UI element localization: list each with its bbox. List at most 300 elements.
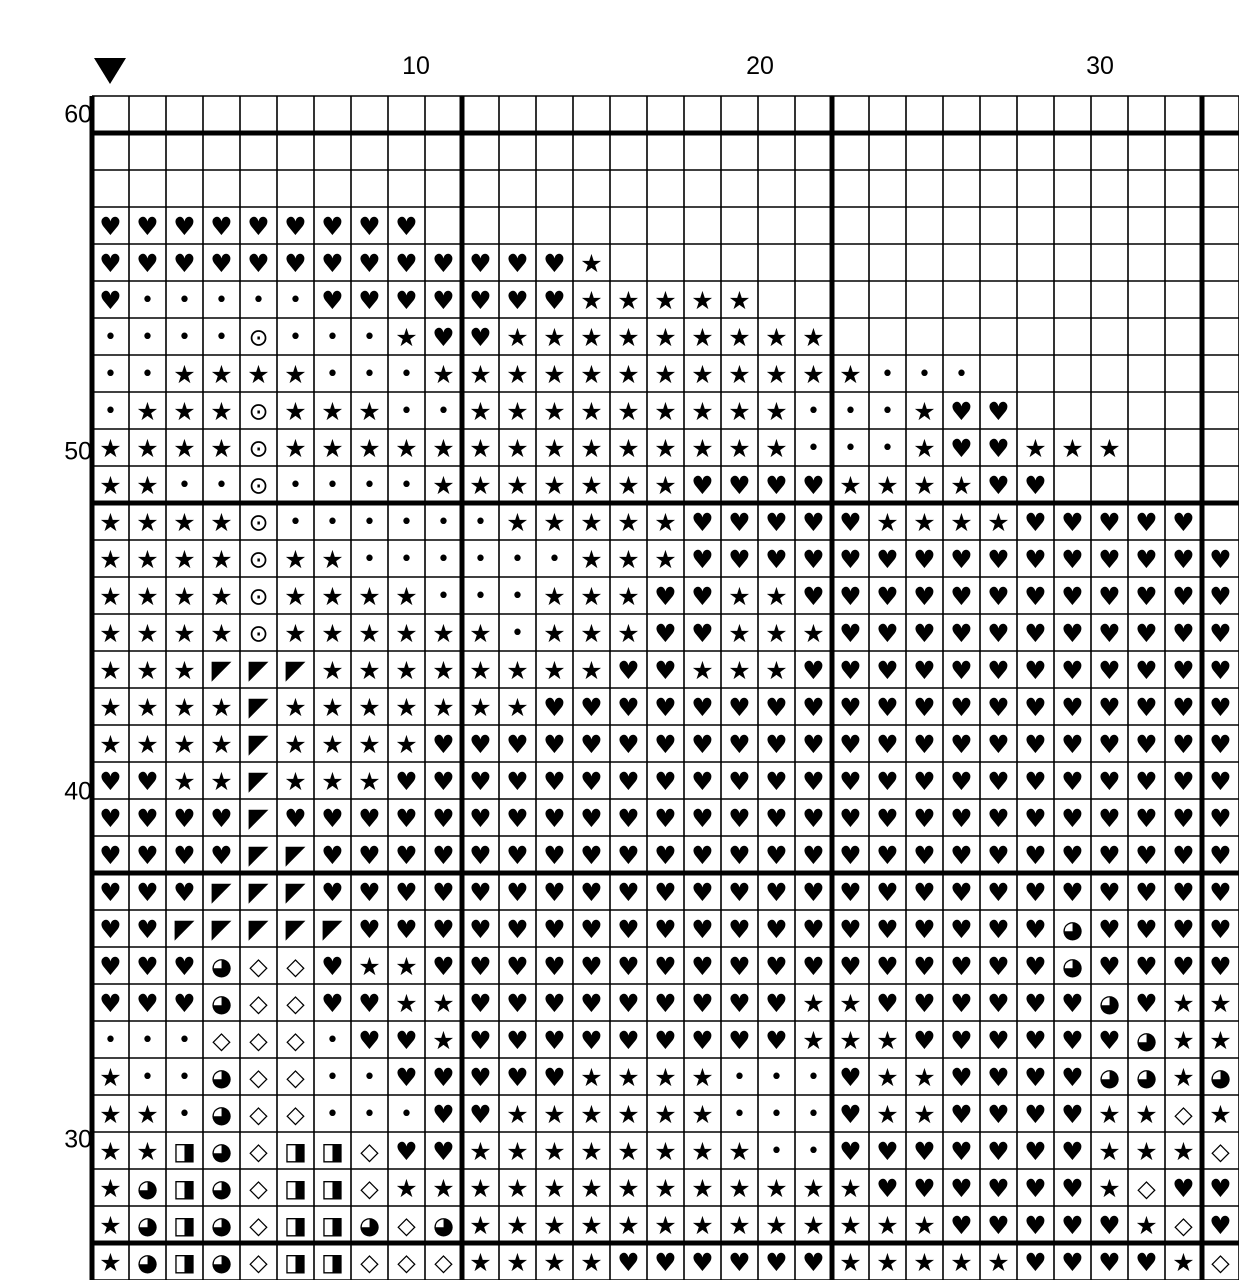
svg-text:•: • — [770, 1102, 783, 1127]
svg-text:◇: ◇ — [249, 1137, 268, 1166]
svg-text:♥: ♥ — [1172, 841, 1195, 870]
svg-text:♥: ♥ — [950, 1137, 973, 1166]
svg-text:♥: ♥ — [728, 952, 751, 981]
svg-text:◇: ◇ — [249, 1063, 268, 1092]
svg-text:◕: ◕ — [211, 952, 232, 981]
svg-text:★: ★ — [839, 1174, 862, 1203]
svg-text:★: ★ — [284, 582, 307, 611]
svg-text:★: ★ — [543, 1100, 566, 1129]
svg-text:♥: ♥ — [1209, 915, 1232, 944]
svg-text:◨: ◨ — [284, 1211, 307, 1240]
svg-text:⊙: ⊙ — [248, 397, 269, 426]
svg-text:★: ★ — [321, 434, 344, 463]
svg-text:★: ★ — [802, 1211, 825, 1240]
svg-text:★: ★ — [506, 1174, 529, 1203]
svg-text:♥: ♥ — [765, 730, 788, 759]
svg-text:♥: ♥ — [395, 915, 418, 944]
svg-text:•: • — [474, 510, 487, 535]
svg-text:♥: ♥ — [913, 767, 936, 796]
svg-text:★: ★ — [802, 323, 825, 352]
svg-text:♥: ♥ — [1061, 545, 1084, 574]
svg-text:♥: ♥ — [913, 1137, 936, 1166]
svg-text:★: ★ — [765, 397, 788, 426]
svg-text:♥: ♥ — [580, 730, 603, 759]
svg-text:♥: ♥ — [1061, 1211, 1084, 1240]
svg-text:♥: ♥ — [1172, 915, 1195, 944]
svg-text:★: ★ — [580, 434, 603, 463]
svg-text:♥: ♥ — [1172, 508, 1195, 537]
svg-text:◕: ◕ — [1099, 989, 1120, 1018]
svg-text:◇: ◇ — [249, 1211, 268, 1240]
svg-text:♥: ♥ — [950, 915, 973, 944]
svg-text:★: ★ — [728, 1211, 751, 1240]
svg-text:★: ★ — [99, 1174, 122, 1203]
svg-text:★: ★ — [691, 656, 714, 685]
svg-text:★: ★ — [1209, 989, 1232, 1018]
svg-text:♥: ♥ — [765, 989, 788, 1018]
svg-text:★: ★ — [765, 434, 788, 463]
svg-text:♥: ♥ — [1061, 693, 1084, 722]
svg-text:★: ★ — [1061, 434, 1084, 463]
svg-text:•: • — [807, 1102, 820, 1127]
svg-text:◤: ◤ — [248, 655, 269, 686]
svg-text:★: ★ — [99, 1063, 122, 1092]
svg-text:★: ★ — [506, 693, 529, 722]
svg-text:◇: ◇ — [360, 1174, 379, 1203]
svg-text:♥: ♥ — [765, 1248, 788, 1277]
svg-text:◇: ◇ — [360, 1137, 379, 1166]
svg-text:♥: ♥ — [654, 767, 677, 796]
svg-text:★: ★ — [395, 656, 418, 685]
svg-text:★: ★ — [765, 656, 788, 685]
svg-text:★: ★ — [136, 508, 159, 537]
svg-text:★: ★ — [284, 360, 307, 389]
svg-text:♥: ♥ — [1024, 804, 1047, 833]
svg-text:★: ★ — [136, 434, 159, 463]
svg-text:★: ★ — [173, 767, 196, 796]
svg-text:♥: ♥ — [358, 804, 381, 833]
svg-text:♥: ♥ — [728, 730, 751, 759]
svg-text:★: ★ — [765, 360, 788, 389]
row-number-gutter — [0, 0, 92, 1200]
svg-text:♥: ♥ — [802, 878, 825, 907]
svg-text:•: • — [141, 1065, 154, 1090]
svg-text:★: ★ — [543, 582, 566, 611]
svg-text:★: ★ — [876, 508, 899, 537]
svg-text:•: • — [178, 1065, 191, 1090]
svg-text:★: ★ — [99, 693, 122, 722]
svg-text:♥: ♥ — [432, 878, 455, 907]
svg-text:♥: ♥ — [210, 249, 233, 278]
svg-text:♥: ♥ — [1061, 1248, 1084, 1277]
svg-text:★: ★ — [617, 286, 640, 315]
svg-text:♥: ♥ — [1209, 545, 1232, 574]
svg-text:♥: ♥ — [913, 989, 936, 1018]
svg-text:★: ★ — [543, 1174, 566, 1203]
svg-text:♥: ♥ — [469, 1063, 492, 1092]
svg-text:◇: ◇ — [286, 1100, 305, 1129]
svg-text:♥: ♥ — [543, 952, 566, 981]
svg-text:◨: ◨ — [284, 1137, 307, 1166]
svg-text:•: • — [252, 288, 265, 313]
svg-text:•: • — [400, 399, 413, 424]
svg-text:♥: ♥ — [691, 804, 714, 833]
svg-text:★: ★ — [469, 1211, 492, 1240]
svg-text:★: ★ — [765, 619, 788, 648]
svg-text:♥: ♥ — [1098, 619, 1121, 648]
svg-text:★: ★ — [654, 508, 677, 537]
svg-text:★: ★ — [839, 1211, 862, 1240]
svg-text:★: ★ — [321, 656, 344, 685]
svg-text:★: ★ — [395, 619, 418, 648]
svg-text:♥: ♥ — [913, 915, 936, 944]
svg-text:♥: ♥ — [136, 841, 159, 870]
svg-text:★: ★ — [839, 1248, 862, 1277]
svg-text:★: ★ — [691, 1100, 714, 1129]
svg-text:★: ★ — [506, 323, 529, 352]
svg-text:♥: ♥ — [506, 878, 529, 907]
svg-text:★: ★ — [469, 1137, 492, 1166]
svg-text:♥: ♥ — [691, 508, 714, 537]
svg-text:•: • — [918, 362, 931, 387]
svg-text:◕: ◕ — [137, 1248, 158, 1277]
svg-text:♥: ♥ — [691, 619, 714, 648]
svg-text:♥: ♥ — [580, 693, 603, 722]
svg-text:•: • — [215, 288, 228, 313]
svg-text:◤: ◤ — [248, 766, 269, 797]
svg-text:•: • — [215, 473, 228, 498]
svg-text:♥: ♥ — [765, 841, 788, 870]
svg-text:◇: ◇ — [1137, 1174, 1156, 1203]
svg-text:♥: ♥ — [987, 1026, 1010, 1055]
svg-text:◕: ◕ — [211, 1174, 232, 1203]
svg-text:♥: ♥ — [654, 730, 677, 759]
svg-text:⊙: ⊙ — [248, 545, 269, 574]
svg-text:♥: ♥ — [617, 656, 640, 685]
svg-text:★: ★ — [99, 1137, 122, 1166]
svg-text:★: ★ — [173, 619, 196, 648]
svg-text:♥: ♥ — [506, 841, 529, 870]
svg-text:♥: ♥ — [543, 286, 566, 315]
svg-text:◕: ◕ — [359, 1211, 380, 1240]
svg-text:★: ★ — [284, 619, 307, 648]
svg-text:◇: ◇ — [1174, 1100, 1193, 1129]
svg-text:♥: ♥ — [1135, 767, 1158, 796]
svg-text:♥: ♥ — [654, 1026, 677, 1055]
svg-text:♥: ♥ — [987, 656, 1010, 685]
svg-text:★: ★ — [617, 1174, 640, 1203]
svg-text:★: ★ — [913, 434, 936, 463]
svg-text:★: ★ — [99, 1211, 122, 1240]
svg-text:♥: ♥ — [802, 508, 825, 537]
svg-text:♥: ♥ — [469, 878, 492, 907]
svg-text:◤: ◤ — [248, 692, 269, 723]
svg-text:♥: ♥ — [284, 804, 307, 833]
svg-text:♥: ♥ — [1024, 952, 1047, 981]
svg-text:★: ★ — [765, 1211, 788, 1240]
svg-text:♥: ♥ — [173, 989, 196, 1018]
svg-text:♥: ♥ — [913, 841, 936, 870]
svg-text:♥: ♥ — [1172, 1174, 1195, 1203]
svg-text:♥: ♥ — [876, 878, 899, 907]
svg-text:♥: ♥ — [1024, 693, 1047, 722]
svg-text:♥: ♥ — [765, 508, 788, 537]
svg-text:♥: ♥ — [950, 693, 973, 722]
stitch-grid[interactable] — [92, 96, 1239, 1280]
svg-text:•: • — [363, 473, 376, 498]
svg-text:★: ★ — [395, 693, 418, 722]
svg-text:•: • — [289, 325, 302, 350]
svg-text:♥: ♥ — [654, 915, 677, 944]
svg-text:♥: ♥ — [1098, 804, 1121, 833]
svg-text:♥: ♥ — [839, 730, 862, 759]
svg-text:•: • — [363, 325, 376, 350]
svg-text:♥: ♥ — [913, 952, 936, 981]
svg-text:♥: ♥ — [987, 841, 1010, 870]
svg-text:★: ★ — [1098, 434, 1121, 463]
svg-text:★: ★ — [395, 989, 418, 1018]
svg-text:♥: ♥ — [987, 915, 1010, 944]
svg-text:★: ★ — [1135, 1137, 1158, 1166]
svg-text:★: ★ — [210, 693, 233, 722]
svg-text:♥: ♥ — [728, 508, 751, 537]
svg-text:♥: ♥ — [765, 915, 788, 944]
svg-text:♥: ♥ — [432, 1137, 455, 1166]
svg-text:♥: ♥ — [617, 1026, 640, 1055]
svg-text:★: ★ — [876, 1026, 899, 1055]
svg-text:♥: ♥ — [987, 767, 1010, 796]
svg-text:◨: ◨ — [284, 1248, 307, 1277]
svg-text:◨: ◨ — [321, 1137, 344, 1166]
svg-text:♥: ♥ — [1024, 878, 1047, 907]
svg-text:•: • — [178, 325, 191, 350]
svg-text:♥: ♥ — [1209, 804, 1232, 833]
svg-text:♥: ♥ — [617, 767, 640, 796]
svg-text:★: ★ — [987, 1248, 1010, 1277]
svg-text:•: • — [363, 510, 376, 535]
svg-text:◨: ◨ — [321, 1211, 344, 1240]
svg-text:•: • — [363, 362, 376, 387]
svg-text:★: ★ — [617, 619, 640, 648]
svg-text:◤: ◤ — [248, 803, 269, 834]
svg-text:•: • — [400, 510, 413, 535]
svg-text:★: ★ — [1172, 1137, 1195, 1166]
svg-text:♥: ♥ — [506, 249, 529, 278]
svg-text:★: ★ — [802, 1026, 825, 1055]
svg-text:♥: ♥ — [654, 656, 677, 685]
svg-text:★: ★ — [1098, 1137, 1121, 1166]
svg-text:♥: ♥ — [1172, 730, 1195, 759]
svg-text:•: • — [178, 1028, 191, 1053]
svg-text:♥: ♥ — [728, 767, 751, 796]
svg-text:★: ★ — [136, 1137, 159, 1166]
svg-text:♥: ♥ — [728, 693, 751, 722]
svg-text:♥: ♥ — [1098, 1211, 1121, 1240]
stitch-grid-svg[interactable] — [92, 96, 1239, 1280]
svg-text:♥: ♥ — [543, 693, 566, 722]
svg-text:♥: ♥ — [839, 804, 862, 833]
svg-text:♥: ♥ — [839, 545, 862, 574]
svg-text:★: ★ — [173, 656, 196, 685]
svg-text:★: ★ — [506, 508, 529, 537]
svg-text:★: ★ — [876, 1100, 899, 1129]
svg-text:♥: ♥ — [543, 915, 566, 944]
svg-text:•: • — [104, 325, 117, 350]
svg-text:♥: ♥ — [99, 249, 122, 278]
svg-text:♥: ♥ — [950, 1100, 973, 1129]
svg-text:♥: ♥ — [765, 952, 788, 981]
svg-text:★: ★ — [543, 619, 566, 648]
svg-text:◇: ◇ — [249, 952, 268, 981]
svg-text:♥: ♥ — [395, 878, 418, 907]
row-label-40: 40 — [64, 777, 92, 806]
svg-text:★: ★ — [839, 989, 862, 1018]
svg-text:♥: ♥ — [691, 952, 714, 981]
svg-text:★: ★ — [321, 619, 344, 648]
svg-text:•: • — [326, 1102, 339, 1127]
svg-text:♥: ♥ — [580, 841, 603, 870]
svg-text:♥: ♥ — [1135, 804, 1158, 833]
svg-text:♥: ♥ — [987, 730, 1010, 759]
svg-text:♥: ♥ — [913, 1174, 936, 1203]
svg-text:★: ★ — [321, 767, 344, 796]
svg-text:★: ★ — [210, 360, 233, 389]
svg-text:♥: ♥ — [802, 545, 825, 574]
svg-text:♥: ♥ — [691, 1248, 714, 1277]
svg-text:★: ★ — [99, 730, 122, 759]
svg-text:◤: ◤ — [322, 914, 343, 945]
svg-text:♥: ♥ — [654, 878, 677, 907]
svg-text:♥: ♥ — [543, 804, 566, 833]
svg-text:★: ★ — [728, 397, 751, 426]
svg-text:♥: ♥ — [506, 989, 529, 1018]
svg-text:♥: ♥ — [987, 397, 1010, 426]
svg-text:♥: ♥ — [1209, 841, 1232, 870]
svg-text:♥: ♥ — [173, 878, 196, 907]
svg-text:♥: ♥ — [580, 989, 603, 1018]
svg-text:◇: ◇ — [212, 1026, 231, 1055]
svg-text:♥: ♥ — [691, 841, 714, 870]
svg-text:◕: ◕ — [1210, 1063, 1231, 1092]
svg-text:•: • — [215, 325, 228, 350]
svg-text:★: ★ — [1172, 1026, 1195, 1055]
svg-text:★: ★ — [802, 989, 825, 1018]
svg-text:⊙: ⊙ — [248, 471, 269, 500]
svg-text:◇: ◇ — [249, 1248, 268, 1277]
svg-text:♥: ♥ — [987, 545, 1010, 574]
svg-text:♥: ♥ — [950, 545, 973, 574]
svg-text:★: ★ — [469, 471, 492, 500]
svg-text:♥: ♥ — [173, 212, 196, 241]
svg-text:★: ★ — [950, 1248, 973, 1277]
svg-text:◨: ◨ — [284, 1174, 307, 1203]
svg-text:♥: ♥ — [506, 804, 529, 833]
svg-text:♥: ♥ — [580, 804, 603, 833]
svg-text:♥: ♥ — [1172, 582, 1195, 611]
svg-text:♥: ♥ — [173, 249, 196, 278]
svg-text:•: • — [326, 325, 339, 350]
svg-text:♥: ♥ — [1135, 619, 1158, 648]
svg-text:★: ★ — [1098, 1174, 1121, 1203]
svg-text:♥: ♥ — [654, 804, 677, 833]
svg-text:♥: ♥ — [99, 841, 122, 870]
svg-text:♥: ♥ — [99, 952, 122, 981]
column-label-20: 20 — [746, 52, 774, 80]
svg-text:♥: ♥ — [136, 878, 159, 907]
svg-text:★: ★ — [173, 397, 196, 426]
svg-text:♥: ♥ — [913, 545, 936, 574]
svg-text:★: ★ — [950, 471, 973, 500]
svg-text:•: • — [400, 1102, 413, 1127]
svg-text:★: ★ — [617, 582, 640, 611]
svg-text:•: • — [178, 1102, 191, 1127]
svg-text:★: ★ — [617, 360, 640, 389]
svg-text:★: ★ — [210, 730, 233, 759]
svg-text:♥: ♥ — [395, 1026, 418, 1055]
svg-text:♥: ♥ — [691, 582, 714, 611]
svg-text:♥: ♥ — [728, 471, 751, 500]
svg-text:♥: ♥ — [617, 952, 640, 981]
svg-text:•: • — [400, 547, 413, 572]
svg-text:★: ★ — [432, 434, 455, 463]
svg-text:◤: ◤ — [248, 914, 269, 945]
svg-text:★: ★ — [173, 434, 196, 463]
svg-text:♥: ♥ — [950, 1211, 973, 1240]
svg-text:•: • — [770, 1065, 783, 1090]
svg-text:♥: ♥ — [839, 952, 862, 981]
svg-text:♥: ♥ — [839, 582, 862, 611]
svg-text:★: ★ — [284, 767, 307, 796]
svg-text:♥: ♥ — [950, 1174, 973, 1203]
svg-text:♥: ♥ — [1098, 656, 1121, 685]
svg-text:♥: ♥ — [913, 619, 936, 648]
svg-text:♥: ♥ — [802, 1248, 825, 1277]
svg-text:•: • — [141, 362, 154, 387]
svg-text:♥: ♥ — [839, 878, 862, 907]
svg-text:★: ★ — [913, 397, 936, 426]
svg-text:★: ★ — [210, 508, 233, 537]
svg-text:★: ★ — [506, 360, 529, 389]
svg-text:★: ★ — [950, 508, 973, 537]
svg-text:♥: ♥ — [987, 1211, 1010, 1240]
svg-text:•: • — [178, 288, 191, 313]
svg-text:•: • — [770, 1139, 783, 1164]
svg-text:♥: ♥ — [617, 878, 640, 907]
svg-text:★: ★ — [358, 952, 381, 981]
svg-text:♥: ♥ — [802, 804, 825, 833]
column-label-10: 10 — [402, 52, 430, 80]
svg-text:◤: ◤ — [285, 655, 306, 686]
svg-text:★: ★ — [691, 1137, 714, 1166]
svg-text:★: ★ — [691, 397, 714, 426]
svg-text:♥: ♥ — [876, 619, 899, 648]
svg-text:★: ★ — [728, 323, 751, 352]
svg-text:★: ★ — [765, 323, 788, 352]
svg-text:♥: ♥ — [469, 323, 492, 352]
svg-text:★: ★ — [136, 397, 159, 426]
svg-text:♥: ♥ — [1024, 841, 1047, 870]
svg-text:★: ★ — [543, 1248, 566, 1277]
svg-text:★: ★ — [99, 545, 122, 574]
svg-text:♥: ♥ — [987, 1063, 1010, 1092]
svg-text:★: ★ — [543, 397, 566, 426]
svg-text:♥: ♥ — [321, 841, 344, 870]
svg-text:★: ★ — [506, 1137, 529, 1166]
svg-text:♥: ♥ — [802, 952, 825, 981]
svg-text:★: ★ — [580, 360, 603, 389]
svg-text:★: ★ — [691, 434, 714, 463]
svg-text:♥: ♥ — [1061, 1174, 1084, 1203]
